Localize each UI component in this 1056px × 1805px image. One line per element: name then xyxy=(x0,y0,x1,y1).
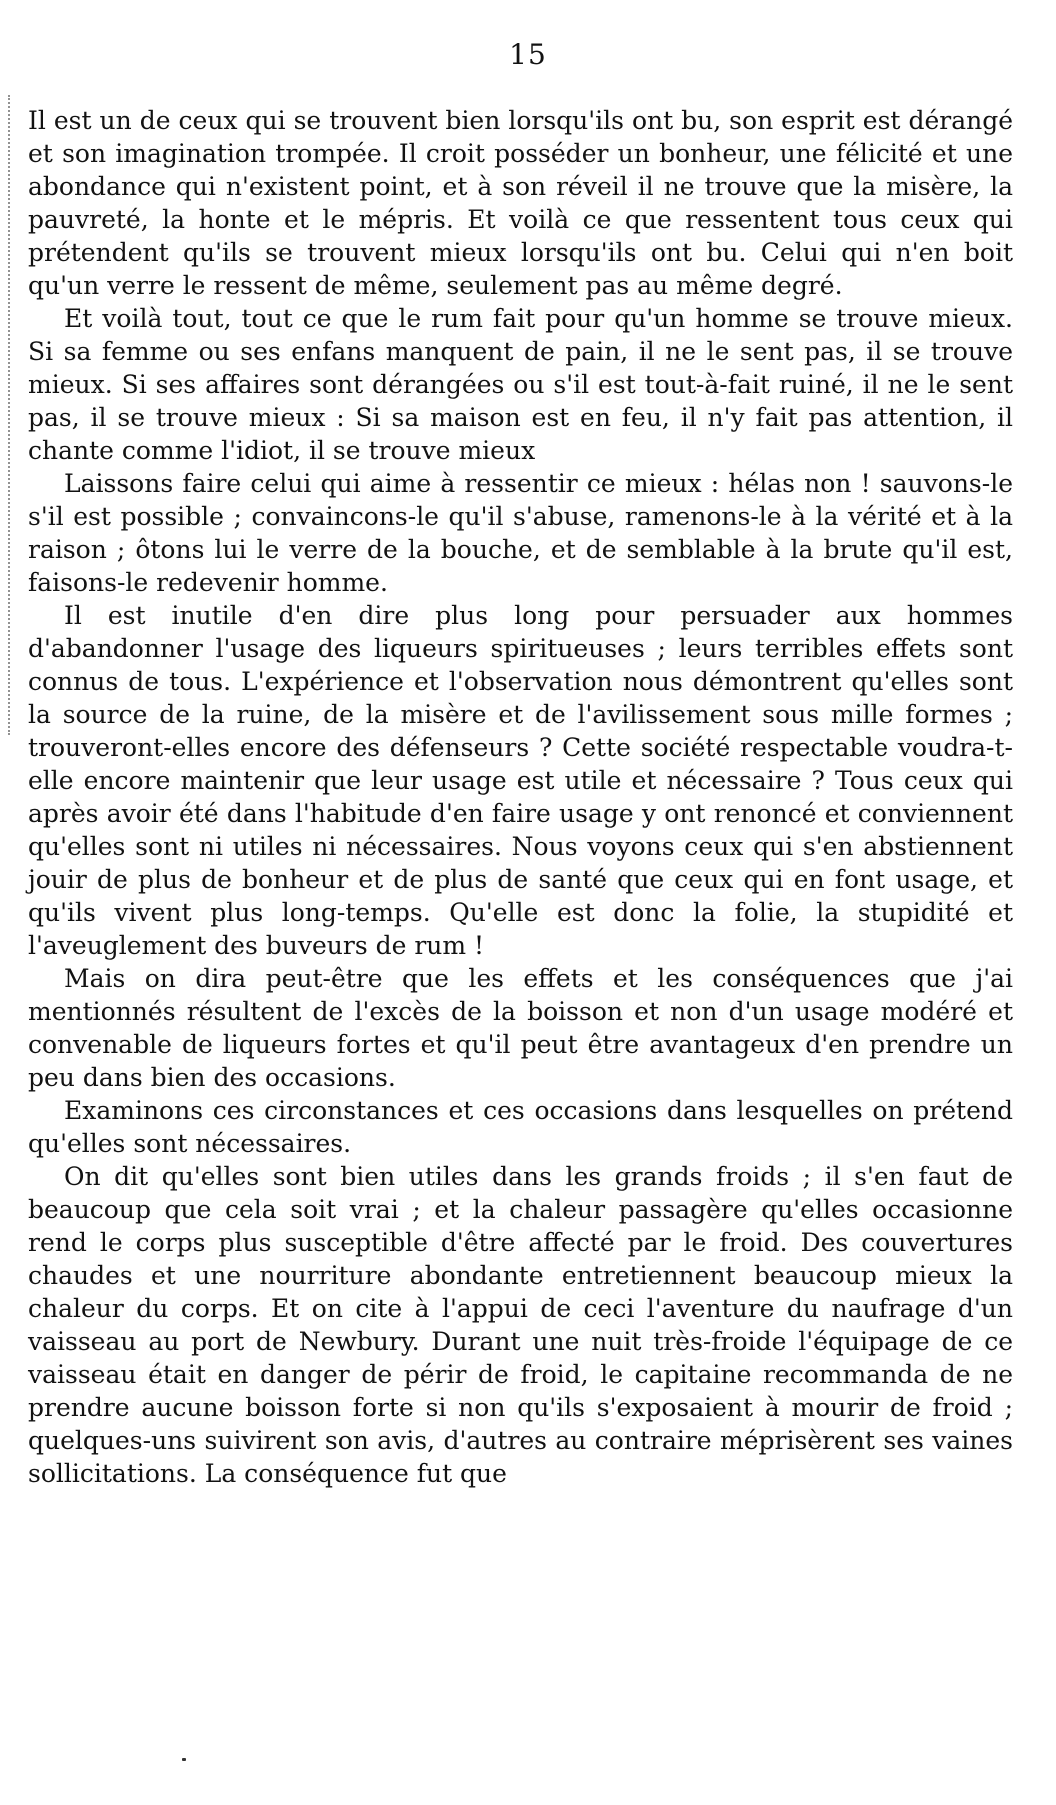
paragraph-4: Il est inutile d'en dire plus long pour persuader aux hommes d'abandonner l'usage des liqueurs spiritueuses ; leurs terribles effets sont connus de tous. L'expérience et l'observation nous démontrent qu'elles sont la source de la ruine, de la misère et de l'avilissement sous mille formes ; trouveront-elles encore des défenseurs ? Cette société respectable voudra-t-elle encore maintenir que leur usage est utile et nécessaire ? Tous ceux qui après avoir été dans l'habitude d'en faire usage y ont renoncé et conviennent qu'elles sont ni utiles ni nécessaires. Nous voyons ceux qui s'en abstiennent jouir de plus de bonheur et de plus de santé que ceux qui en font usage, et qu'ils vivent plus long-temps. Qu'elle est donc la folie, la stupidité et l'aveuglement des buveurs de rum ! xyxy=(28,601,1013,960)
paragraph-6: Examinons ces circonstances et ces occasions dans lesquelles on prétend qu'elles sont nécessaires. xyxy=(28,1096,1013,1158)
ink-speck xyxy=(182,1758,186,1761)
body-text xyxy=(28,104,1013,1490)
binding-edge-marks xyxy=(8,95,16,735)
paragraph-5: Mais on dira peut-être que les effets et les conséquences que j'ai mentionnés résultent de l'excès de la boisson et non d'un usage modéré et convenable de liqueurs fortes et qu'il peut être avantageux d'en prendre un peu dans bien des occasions. xyxy=(28,964,1013,1092)
paragraph-2: Et voilà tout, tout ce que le rum fait pour qu'un homme se trouve mieux. Si sa femme ou ses enfans manquent de pain, il ne le sent pas, il se trouve mieux. Si ses affaires sont dérangées ou s'il est tout-à-fait ruiné, il ne le sent pas, il se trouve mieux : Si sa maison est en feu, il n'y fait pas attention, il chante comme l'idiot, il se trouve mieux xyxy=(28,304,1013,465)
paragraph-1: Il est un de ceux qui se trouvent bien lorsqu'ils ont bu, son esprit est dérangé et son imagination trompée. Il croit posséder un bonheur, une félicité et une abondance qui n'existent point, et à son réveil il ne trouve que la misère, la pauvreté, la honte et le mépris. Et voilà ce que ressentent tous ceux qui prétendent qu'ils se trouvent mieux lorsqu'ils ont bu. Celui qui n'en boit qu'un verre le ressent de même, seulement pas au même degré. xyxy=(28,106,1013,300)
page-number: 15 xyxy=(509,38,547,71)
paragraph-3: Laissons faire celui qui aime à ressentir ce mieux : hélas non ! sauvons-le s'il est possible ; convaincons-le qu'il s'abuse, ramenons-le à la vérité et à la raison ; ôtons lui le verre de la bouche, et de semblable à la brute qu'il est, faisons-le redevenir homme. xyxy=(28,469,1013,597)
paragraph-7: On dit qu'elles sont bien utiles dans les grands froids ; il s'en faut de beaucoup que cela soit vrai ; et la chaleur passagère qu'elles occasionne rend le corps plus susceptible d'être affecté par le froid. Des couvertures chaudes et une nourriture abondante entretiennent beaucoup mieux la chaleur du corps. Et on cite à l'appui de ceci l'aventure du naufrage d'un vaisseau au port de Newbury. Durant une nuit très-froide l'équipage de ce vaisseau était en danger de périr de froid, le capitaine recommanda de ne prendre aucune boisson forte si non qu'ils s'exposaient à mourir de froid ; quelques-uns suivirent son avis, d'autres au contraire méprisèrent ses vaines sollicitations. La conséquence fut que xyxy=(28,1162,1013,1488)
